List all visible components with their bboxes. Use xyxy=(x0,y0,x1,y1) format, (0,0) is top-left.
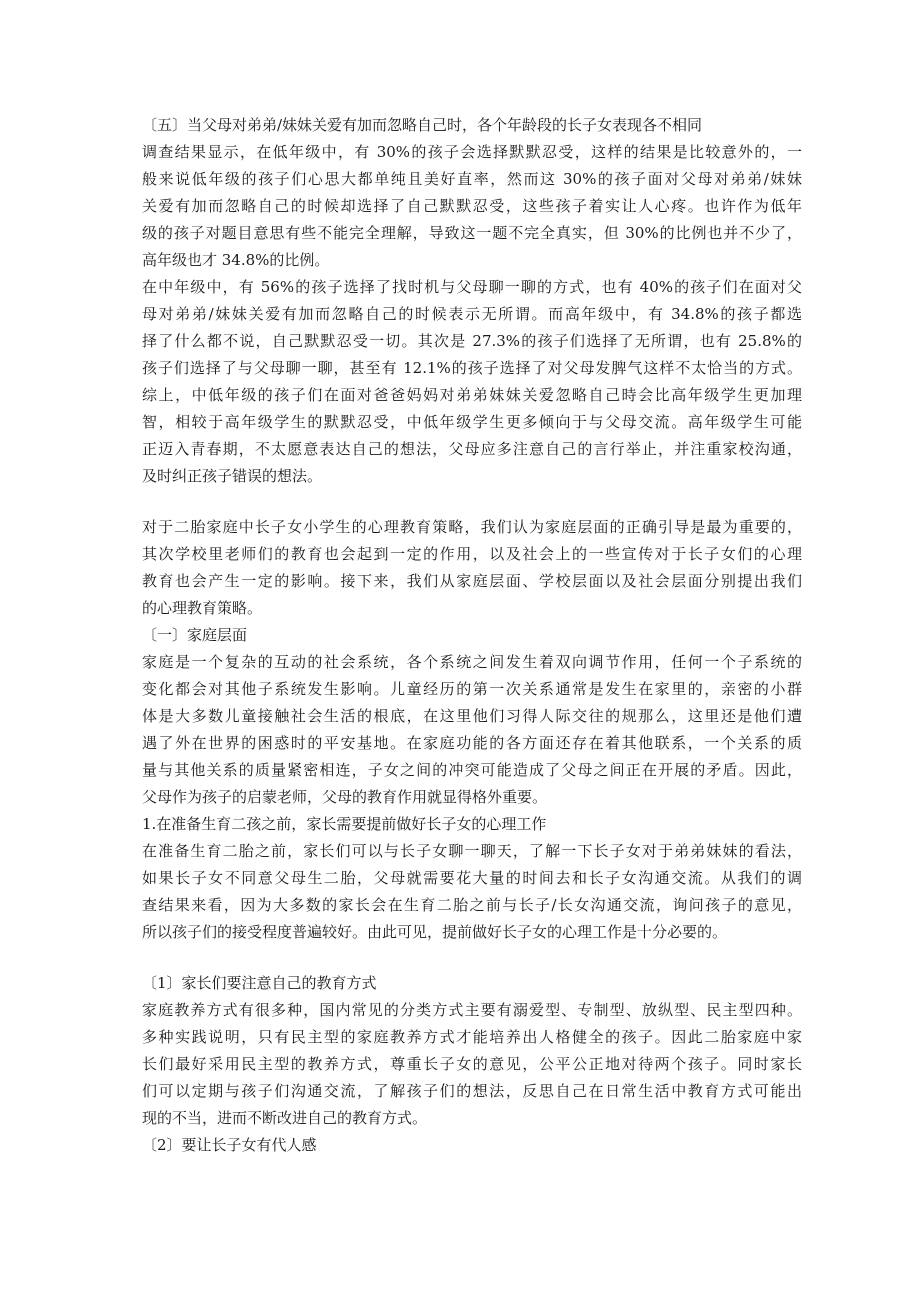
text-line: 在中年级中，有 56%的孩子选择了找时机与父母聊一聊的方式，也有 40%的孩子们在面对父 xyxy=(142,278,802,296)
section-heading: 〔五〕当父母对弟弟/妹妹关爱有加而忽略自己时，各个年龄段的长子女表现各不相同 xyxy=(142,116,703,134)
section-heading: 〔一〕家庭层面 xyxy=(142,626,248,644)
text-line: 所以孩子们的接受程度普遍较好。由此可见，提前做好长子女的心理工作是十分必要的。 xyxy=(142,923,728,941)
paragraph xyxy=(142,382,802,490)
text-line: 其次学校里老师们的教育也会起到一定的作用，以及社会上的一些宣传对于长子女们的心理 xyxy=(142,545,802,563)
paragraph xyxy=(142,649,802,811)
text-line: 对于二胎家庭中长子女小学生的心理教育策略，我们认为家庭层面的正确引导是最为重要的， xyxy=(142,518,802,536)
text-line: 如果长子女不同意父母生二胎，父母就需要花大量的时间去和长子女沟通交流。从我们的调 xyxy=(142,869,802,887)
text-line: 查结果来看，因为大多数的家长会在生育二胎之前与长子/长女沟通交流，询问孩子的意见， xyxy=(142,896,802,914)
paragraph xyxy=(142,997,802,1132)
paragraph xyxy=(142,139,802,274)
text-line: 智，相较于高年级学生的默默忍受，中低年级学生更多倾向于与父母交流。高年级学生可能 xyxy=(142,413,802,431)
text-line: 遇了外在世界的困惑时的平安基地。在家庭功能的各方面还存在着其他联系，一个关系的质 xyxy=(142,734,802,752)
paragraph xyxy=(142,274,802,382)
text-line: 家庭是一个复杂的互动的社会系统，各个系统之间发生着双向调节作用，任何一个子系统的 xyxy=(142,653,802,671)
text-line: 的心理教育策略。 xyxy=(142,599,263,617)
text-line: 孩子们选择了与父母聊一聊，甚至有 12.1%的孩子选择了对父母发脾气这样不太恰当的方式。 xyxy=(142,359,802,377)
text-line: 现的不当，进而不断改进自己的教育方式。 xyxy=(142,1109,428,1127)
text-line: 关爱有加而忽略自己的时候却选择了自己默默忍受，这些孩子着实让人心疼。也许作为低年 xyxy=(142,197,802,215)
text-line: 高年级也才 34.8%的比例。 xyxy=(142,251,330,269)
text-line: 变化都会对其他子系统发生影响。儿童经历的第一次关系通常是发生在家里的，亲密的小群 xyxy=(142,680,802,698)
text-line: 在准备生育二胎之前，家长们可以与长子女聊一聊天，了解一下长子女对于弟弟妹妹的看法， xyxy=(142,842,802,860)
text-line: 般来说低年级的孩子们心思大都单纯且美好直率，然而这 30%的孩子面对父母对弟弟/妹妹 xyxy=(142,170,802,188)
text-line: 体是大多数儿童接触社会生活的根底，在这里他们习得人际交往的规那么，这里还是他们遭 xyxy=(142,707,802,725)
text-line: 父母作为孩子的启蒙老师，父母的教育作用就显得格外重要。 xyxy=(142,788,548,806)
text-line: 及时纠正孩子错误的想法。 xyxy=(142,467,323,485)
text-line: 正迈入青春期，不太愿意表达自己的想法，父母应多注意自己的言行举止，并注重家校沟通， xyxy=(142,440,802,458)
document-page xyxy=(142,112,802,1159)
text-line: 们可以定期与孩子们沟通交流，了解孩子们的想法，反思自己在日常生活中教育方式可能出 xyxy=(142,1082,802,1100)
text-line: 家庭教养方式有很多种，国内常见的分类方式主要有溺爱型、专制型、放纵型、民主型四种。 xyxy=(142,1001,802,1019)
text-line: 择了什么都不说，自己默默忍受一切。其次是 27.3%的孩子们选择了无所谓，也有 25.8%的 xyxy=(142,332,802,350)
spacer xyxy=(142,946,802,970)
text-line: 量与其他关系的质量紧密相连，子女之间的冲突可能造成了父母之间正在开展的矛盾。因此， xyxy=(142,761,802,779)
item-heading: 1.在准备生育二孩之前，家长需要提前做好长子女的心理工作 xyxy=(142,815,547,833)
text-line: 教育也会产生一定的影响。接下来，我们从家庭层面、学校层面以及社会层面分别提出我们 xyxy=(142,572,802,590)
subitem-heading: 〔1〕家长们要注意自己的教育方式 xyxy=(142,974,377,992)
text-line: 多种实践说明，只有民主型的家庭教养方式才能培养出人格健全的孩子。因此二胎家庭中家 xyxy=(142,1028,802,1046)
text-line: 综上，中低年级的孩子们在面对爸爸妈妈对弟弟妹妹关爱忽略自己時会比高年级学生更加理 xyxy=(142,386,802,404)
text-line: 长们最好采用民主型的教养方式，尊重长子女的意见，公平公正地对待两个孩子。同时家长 xyxy=(142,1055,802,1073)
spacer xyxy=(142,490,802,514)
paragraph xyxy=(142,514,802,622)
paragraph xyxy=(142,838,802,946)
text-line: 母对弟弟/妹妹关爱有加而忽略自己的时候表示无所谓。而高年级中，有 34.8%的孩子都选 xyxy=(142,305,802,323)
text-line: 调查结果显示，在低年级中，有 30%的孩子会选择默默忍受，这样的结果是比较意外的，一 xyxy=(142,143,802,161)
text-line: 级的孩子对题目意思有些不能完全理解，导致这一题不完全真实，但 30%的比例也并不少了， xyxy=(142,224,802,242)
subitem-heading: 〔2〕要让长子女有代人感 xyxy=(142,1136,317,1154)
